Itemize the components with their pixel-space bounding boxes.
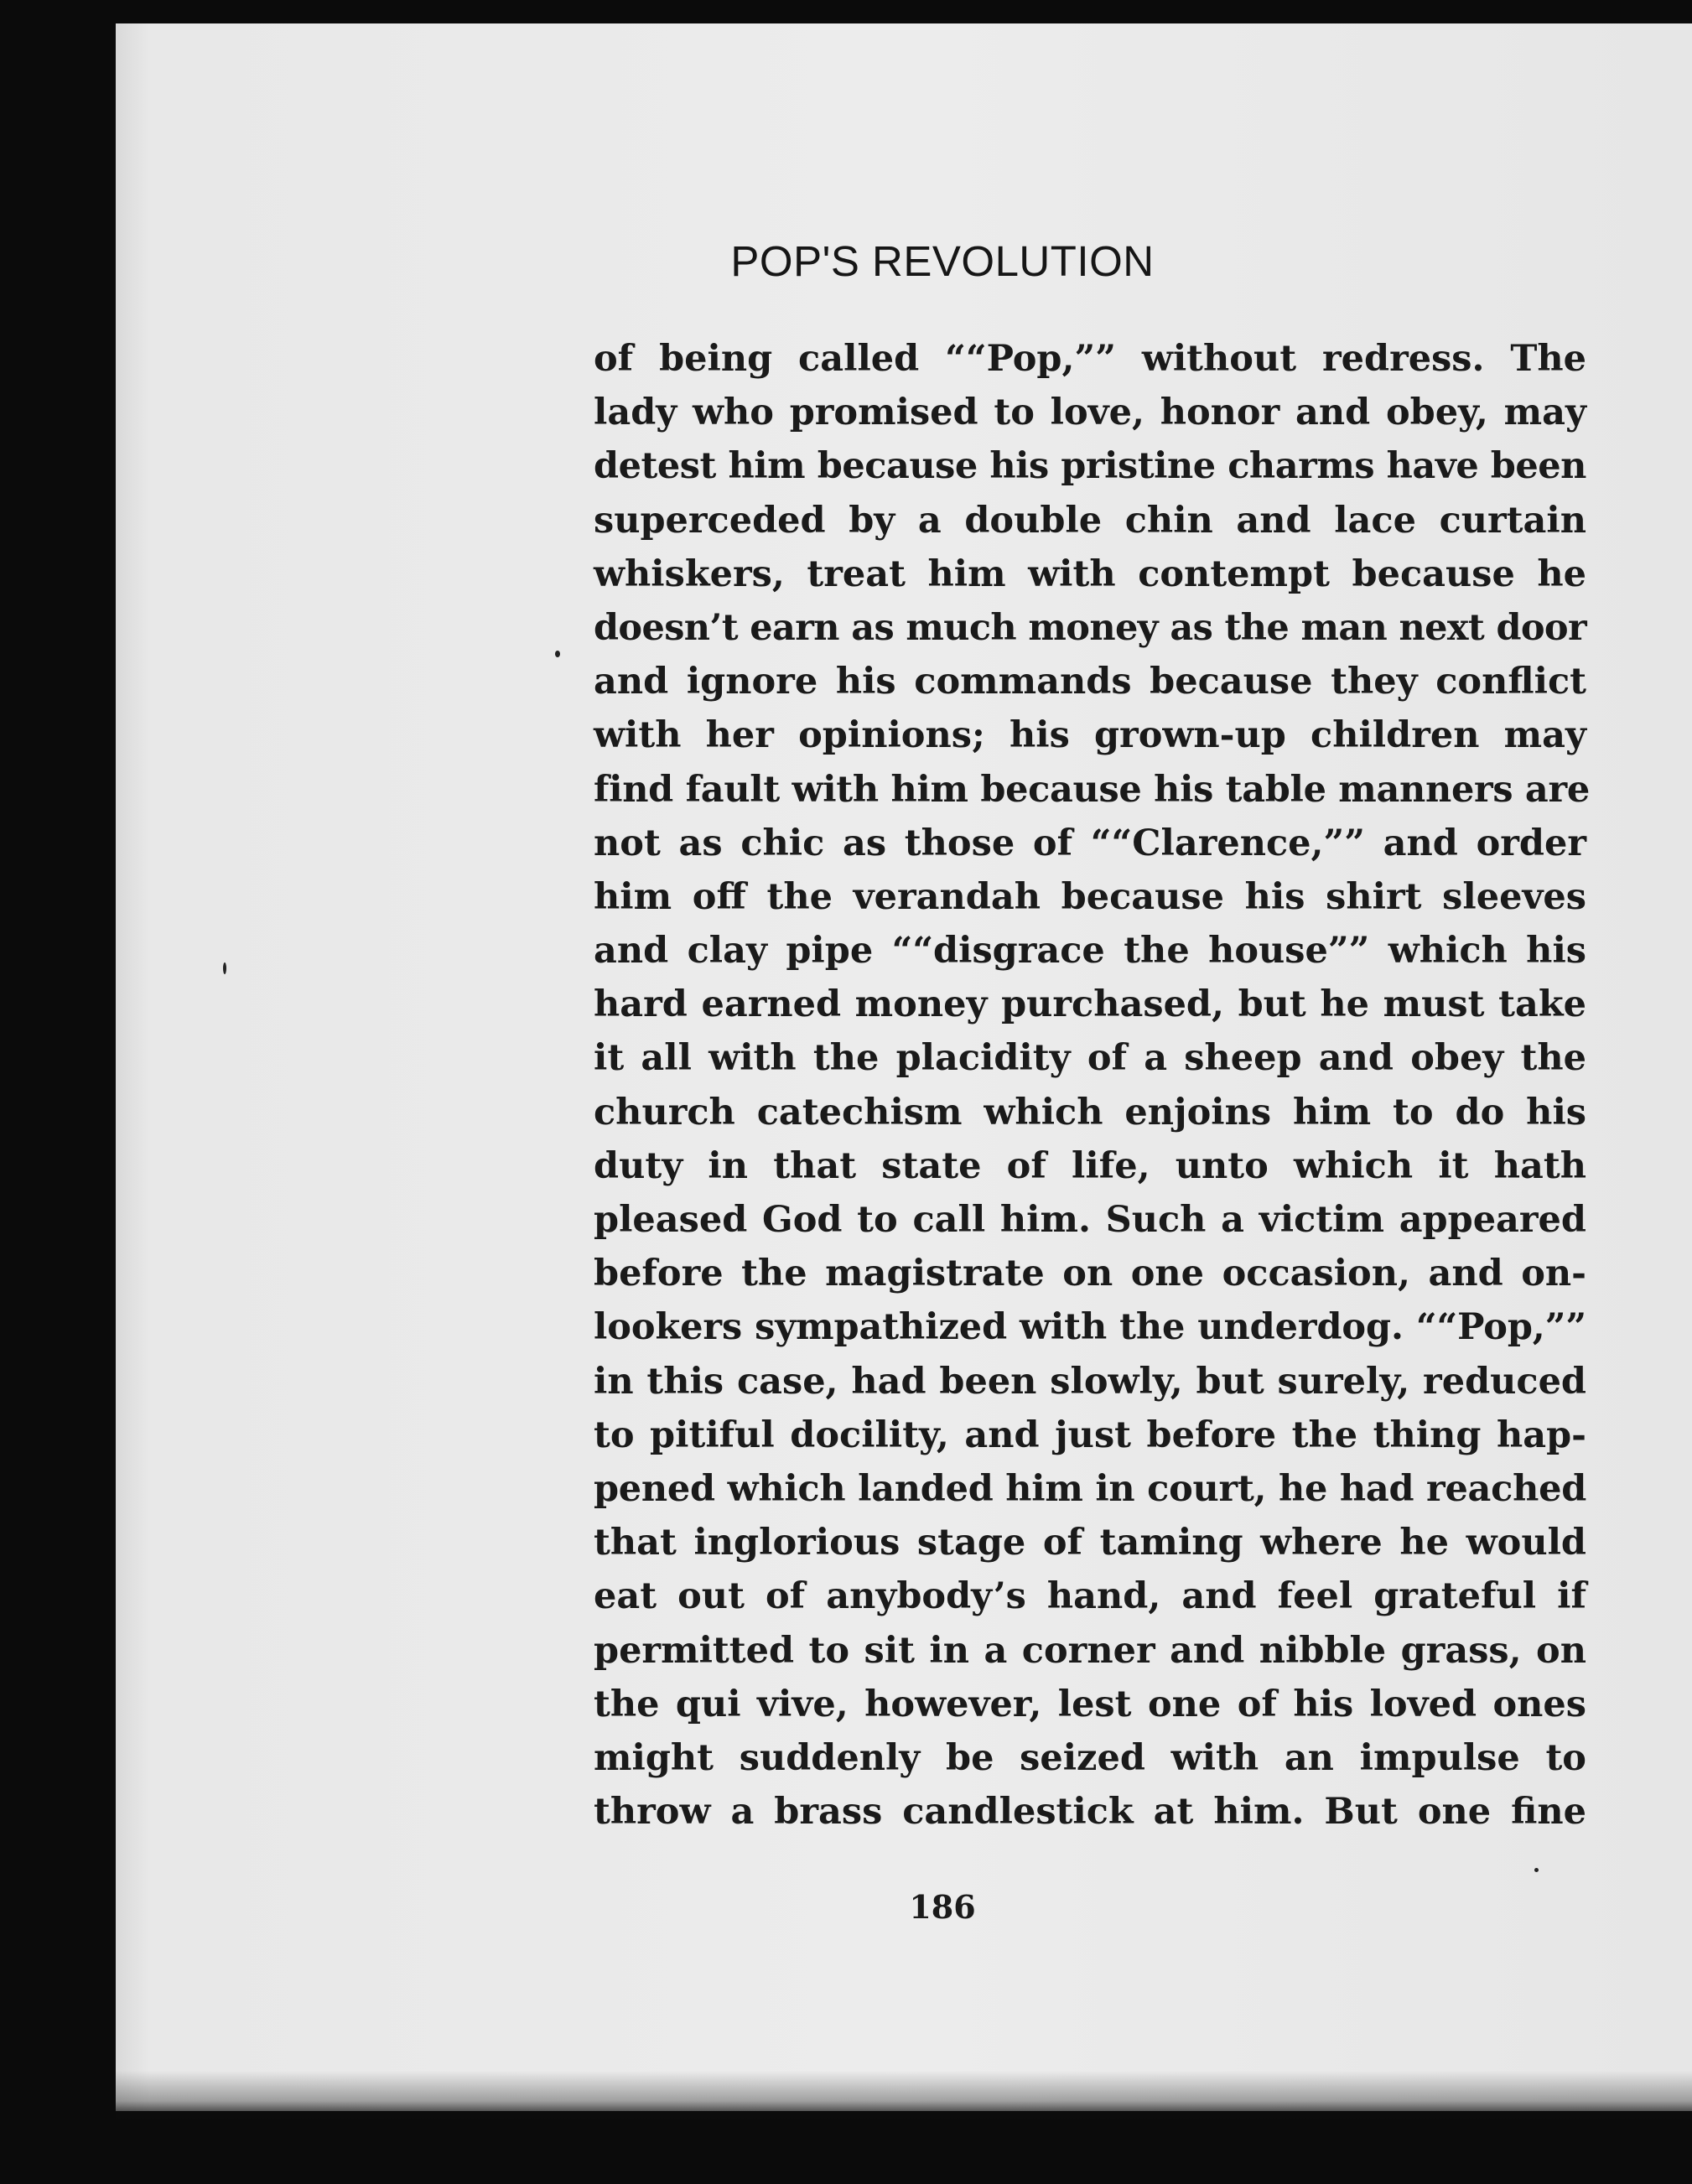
text-line: superceded by a double chin and lace curtain (594, 499, 1586, 542)
text-line: the qui vive, however, lest one of his loved ones (594, 1683, 1586, 1725)
text-line: in this case, had been slowly, but surely, reduced (594, 1360, 1586, 1403)
text-line: find fault with him because his table manners are (594, 768, 1590, 811)
page-bottom-shadow (116, 2071, 1692, 2121)
text-line: lady who promised to love, honor and obey, may (594, 392, 1586, 434)
text-line: permitted to sit in a corner and nibble grass, on (594, 1629, 1586, 1672)
text-line: and ignore his commands because they conflict (594, 661, 1586, 703)
scan-speck (1534, 1868, 1539, 1872)
text-line: of being called ““Pop,”” without redress. The (594, 338, 1586, 380)
text-line: duty in that state of life, unto which it hath (594, 1144, 1586, 1187)
text-line: eat out of anybody’s hand, and feel grateful if (594, 1575, 1586, 1618)
text-line: whiskers, treat him with contempt because he (594, 552, 1586, 595)
body-text (594, 332, 1590, 1839)
page-number: 186 (909, 1888, 976, 1926)
text-line: not as chic as those of ““Clarence,”” and order (594, 822, 1586, 864)
text-line: him off the verandah because his shirt sleeves (594, 875, 1586, 918)
text-line: pleased God to call him. Such a victim appeared (594, 1199, 1586, 1241)
text-line: might suddenly be seized with an impulse to (594, 1736, 1586, 1779)
text-line: to pitiful docility, and just before the thing hap- (594, 1414, 1586, 1456)
text-line: lookers sympathized with the underdog. ““Pop,”” (594, 1306, 1586, 1349)
text-line: throw a brass candlestick at him. But one fine (594, 1791, 1586, 1834)
text-line: with her opinions; his grown-up children may (594, 714, 1586, 757)
text-line: and clay pipe ““disgrace the house”” which his (594, 930, 1586, 973)
text-line: that inglorious stage of taming where he would (594, 1522, 1586, 1564)
running-head: POP'S REVOLUTION (730, 237, 1155, 285)
scan-speck (555, 651, 560, 657)
text-line: pened which landed him in court, he had reached (594, 1467, 1586, 1510)
text-line: it all with the placidity of a sheep and obey the (594, 1037, 1586, 1080)
text-line: before the magistrate on one occasion, and on- (594, 1253, 1586, 1295)
scan-speck (223, 962, 226, 974)
text-line: hard earned money purchased, but he must take (594, 983, 1586, 1026)
text-line: detest him because his pristine charms have been (594, 445, 1586, 488)
text-line: church catechism which enjoins him to do his (594, 1091, 1586, 1134)
text-line: doesn’t earn as much money as the man next door (594, 606, 1586, 649)
